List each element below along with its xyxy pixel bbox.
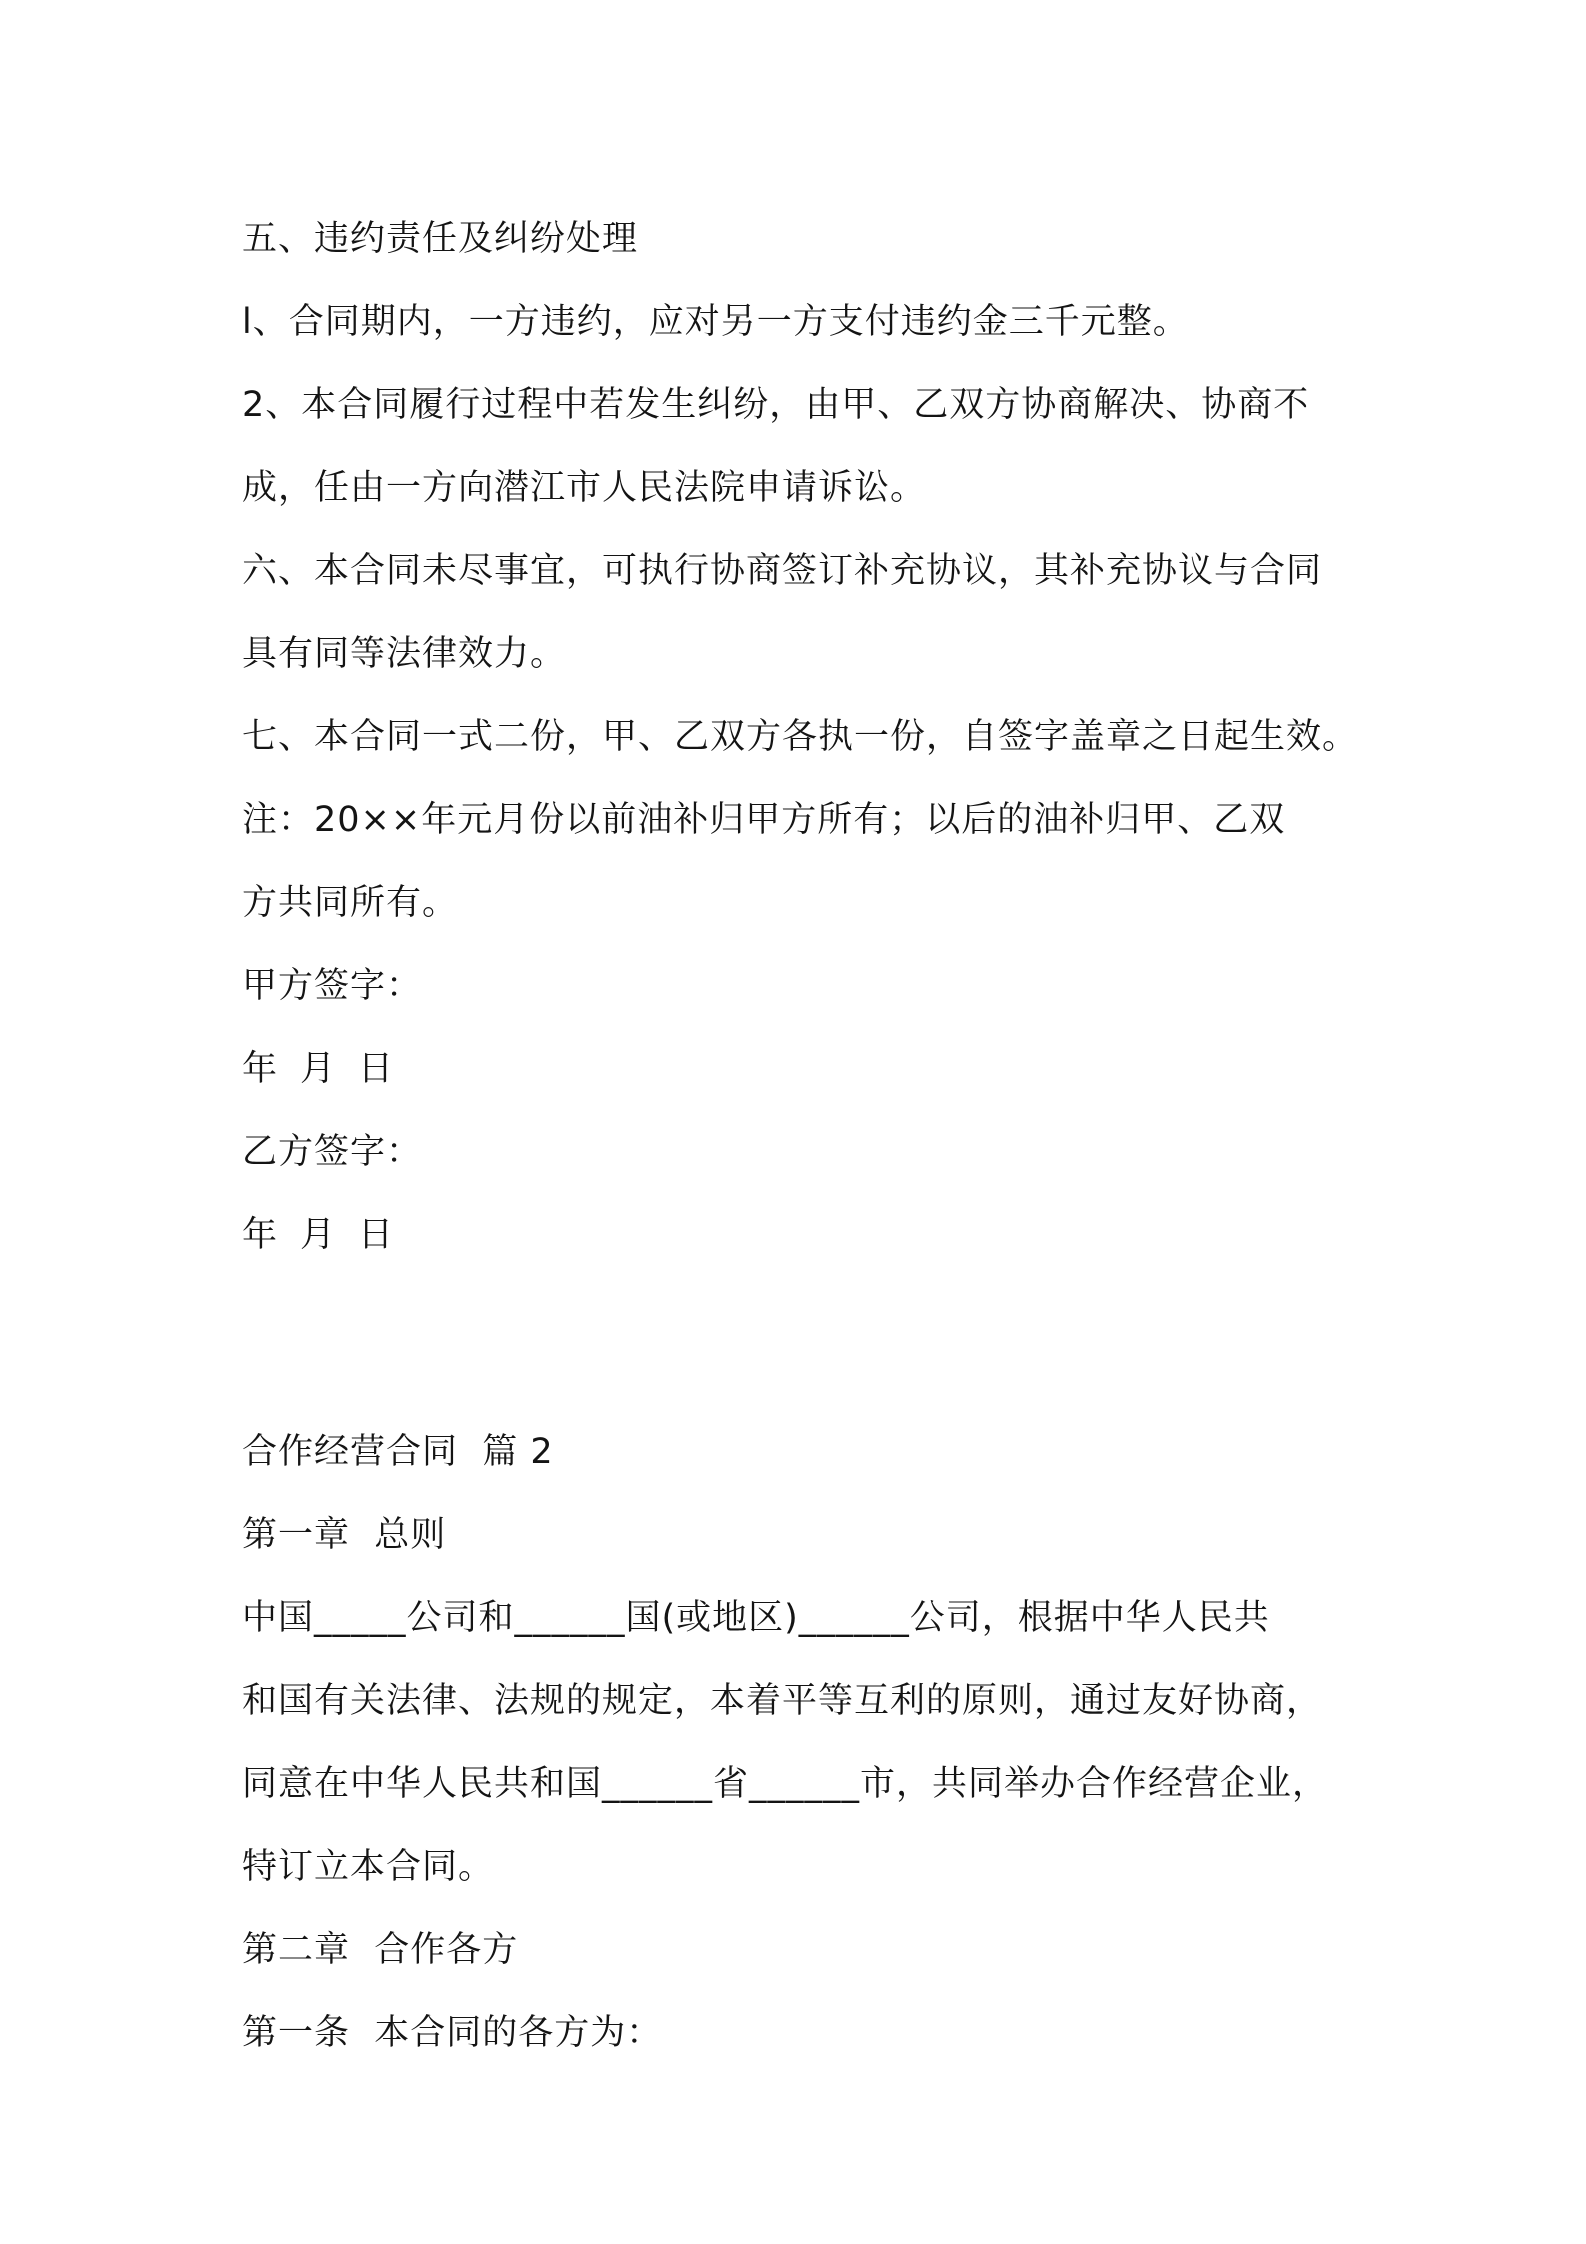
clause-text: 成，任由一方向潜江市人民法院申请诉讼。 <box>242 468 927 508</box>
note-text: 注：20××年元月份以前油补归甲方所有；以后的油补归甲、乙双 <box>242 800 1286 840</box>
clause-text: 七、本合同一式二份，甲、乙双方各执一份，自签字盖章之日起生效。 <box>242 717 1359 757</box>
date-day-label: 日 <box>358 1215 395 1255</box>
party-b-signature-label: 乙方签字： <box>242 1132 423 1172</box>
chapter-one-heading: 第一章 总则 <box>242 1515 447 1555</box>
section-spacer <box>242 1277 1392 1411</box>
date-month-label: 月 <box>300 1215 337 1255</box>
article-one-text: 第一条 本合同的各方为： <box>242 2013 663 2053</box>
intro-text: 和国有关法律、法规的规定，本着平等互利的原则，通过友好协商， <box>242 1681 1323 1721</box>
party-b-date-line <box>242 1194 1392 1277</box>
party-a-signature-label: 甲方签字： <box>242 966 423 1006</box>
intro-text: 中国_____公司和______国(或地区)______公司，根据中华人民共 <box>242 1598 1270 1638</box>
intro-text: 特订立本合同。 <box>242 1847 495 1887</box>
chapter-two-heading: 第二章 合作各方 <box>242 1930 519 1970</box>
party-a-date-line <box>242 1028 1392 1111</box>
clause-text: 具有同等法律效力。 <box>242 634 567 674</box>
document-body <box>242 198 1392 2075</box>
date-year-label: 年 <box>242 1049 279 1089</box>
clause-text: 2、本合同履行过程中若发生纠纷，由甲、乙双方协商解决、协商不 <box>242 385 1310 425</box>
date-month-label: 月 <box>300 1049 337 1089</box>
note-text: 方共同所有。 <box>242 883 459 923</box>
clause-text: l、合同期内，一方违约，应对另一方支付违约金三千元整。 <box>242 302 1189 342</box>
date-day-label: 日 <box>358 1049 395 1089</box>
clause-text: 六、本合同未尽事宜，可执行协商签订补充协议，其补充协议与合同 <box>242 551 1323 591</box>
intro-text: 同意在中华人民共和国______省______市，共同举办合作经营企业， <box>242 1764 1329 1804</box>
date-year-label: 年 <box>242 1215 279 1255</box>
section-heading-breach: 五、违约责任及纠纷处理 <box>242 219 639 259</box>
contract-title: 合作经营合同 篇 2 <box>242 1432 554 1472</box>
